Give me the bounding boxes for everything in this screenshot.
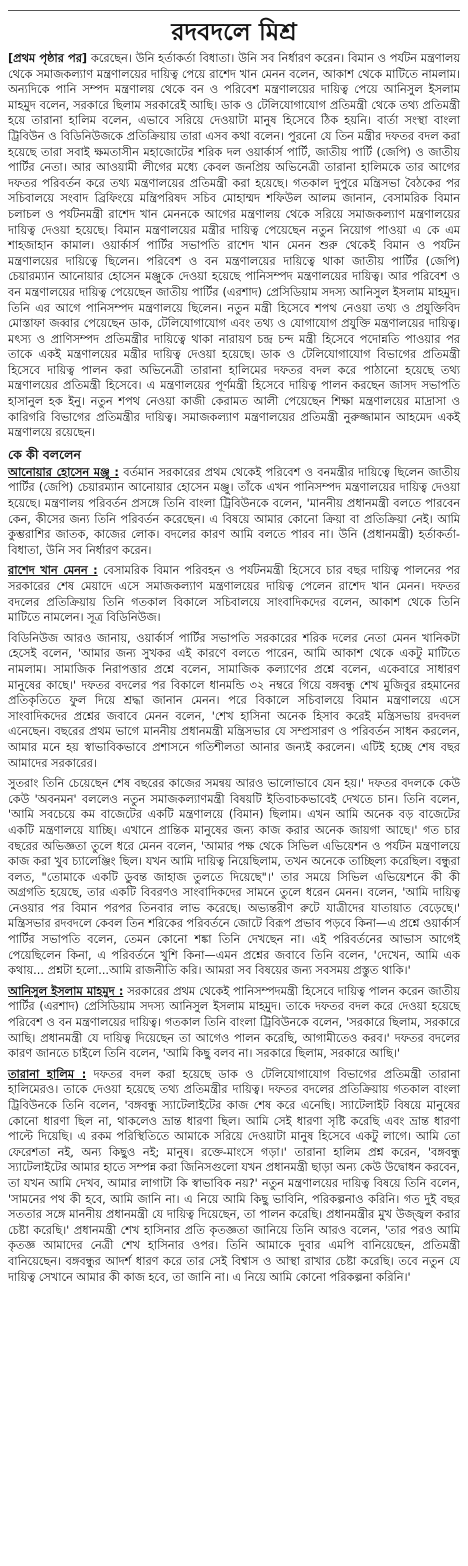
headline: রদবদলে মিশ্র <box>171 17 297 46</box>
speaker-name: তারানা হালিম : <box>8 1067 87 1081</box>
speaker-name: আনিসুল ইসলাম মাহমুদ : <box>8 984 124 998</box>
top-rule <box>8 10 460 11</box>
statement-tarana <box>8 1067 460 1285</box>
statement-text: সরকারের প্রথম থেকেই পানিসম্পদমন্ত্রী হিসেবে দায়িত্ব পালন করেন জাতীয় পার্টির (এরশাদ) প্রেসিডিয়াম সদস্য আনিসুল ইসলাম মাহমুদ। তাকে দফতর বদল করে দেওয়া হয়েছে পরিবেশ ও বন মন্ত্রণালয়ের দায়িত্ব। গতকাল তিনি বাংলা ট্রিবিউনকে বলেন, 'সরকারে ছিলাম, সরকারে আছি। প্রধানমন্ত্রী যে দায়িত্ব দিয়েছেন তা আগেও পালন করেছি, আগামীতেও করব।' দফতর বদলের কারণ জানতে চাইলে তিনি বলেন, 'আমি কিছু বলব না। সরকারে ছিলাম, সরকারে আছি।' <box>8 984 460 1061</box>
statement-text: বেসামরিক বিমান পরিবহন ও পর্যটনমন্ত্রী হিসেবে চার বছর দায়িত্ব পালনের পর সরকারের শেষ মেয়াদে এসে সমাজকল্যাণ মন্ত্রণালয়ের দায়িত্ব পেলেন রাশেদ খান মেনন। দফতর বদলের প্রতিক্রিয়ায় তিনি গতকাল বিকালে সচিবালয়ে সাংবাদিকদের বলেন, আকাশ থেকে তিনি মাটিতে নামলেন। সূত্র বিডিনিউজ। <box>8 564 461 625</box>
statement-text: বর্তমান সরকারের প্রথম থেকেই পরিবেশ ও বনমন্ত্রীর দায়িত্বে ছিলেন জাতীয় পার্টির (জেপি) চেয়ারম্যান আনোয়ার হোসেন মঞ্জু। তাঁকে এখন পানিসম্পদ মন্ত্রণালয়ের দায়িত্ব দেওয়া হয়েছে। মন্ত্রণালয় পরিবর্তন প্রসঙ্গে তিনি বাংলা ট্রিবিউনকে বলেন, 'মাননীয় প্রধানমন্ত্রী বলতে পারবেন কেন, কীসের জন্য তিনি পরিবর্তন করেছেন। এ বিষয়ে আমার কোনো ক্রিয়া বা প্রতিক্রিয়া নেই। আমি কুম্ভরাশির জাতক, কাজের লোক। বদলের কারণ আমি বলতে পারব না। উনি (প্রধানমন্ত্রী) হর্তাকর্তা-বিধাতা, উনি সব নির্ধারণ করেন। <box>8 465 460 557</box>
statement-menon <box>8 563 460 625</box>
intro-paragraph <box>8 51 460 441</box>
continuation-tag: [প্রথম পৃষ্ঠার পর] <box>8 52 88 65</box>
speaker-name: আনোয়ার হোসেন মঞ্জু : <box>8 465 119 479</box>
statement-menon-continued: সুতরাং তিনি চেয়েছেন শেষ বছরের কাজের সমন্বয় আরও ভালোভাবে যেন হয়।' দফতর বদলকে কেউ কেউ 'অবনমন' বললেও নতুন সমাজকল্যাণমন্ত্রী বিষয়টি ইতিবাচকভাবেই দেখতে চান। তিনি বলেন, 'আমি সবচেয়ে কম বাজেটের একটি মন্ত্রণালয়ে (বিমান) ছিলাম। এখন আমি অনেক বড় বাজেটের একটি মন্ত্রণালয়ে যাচ্ছি। এখানে প্রান্তিক মানুষের জন্য কাজ করার অনেক জায়গা আছে।' গত চার বছরের অভিজ্ঞতা তুলে ধরে মেনন বলেন, 'আমার পক্ষ থেকে সিভিল এভিয়েশন ও পর্যটন মন্ত্রণালয়ে কাজ করা খুব চ্যালেঞ্জিং ছিল। যখন আমি দায়িত্ব নিয়েছিলাম, তখন অনেকে তাচ্ছিল্য করেছিল। বন্ধুরা বলত, "তোমাকে একটি ডুবন্ত জাহাজ তুলতে দিয়েছে"।' তার সময়ে সিভিল এভিয়েশনে কী কী অগ্রগতি হয়েছে, তার একটি বিবরণও সাংবাদিকদের সামনে তুলে ধরেন মেনন। বলেন, 'আমি দায়িত্ব নেওয়ার পর বিমান পরপর তিনবার লাভ করেছে। অভ্যন্তরীণ রুটে যাত্রীদের যাতায়াত বেড়েছে।' মন্ত্রিসভার রদবদলে কেবল তিন শরিকের পরিবর্তনে জোটে বিরূপ প্রভাব পড়বে কিনা—এ প্রশ্নে ওয়ার্কার্স পার্টির সভাপতি বলেন, তেমন কোনো শঙ্কা তিনি দেখছেন না। এই পরিবর্তনের আভাস আগেই পেয়েছিলেন কিনা, এ পরিবর্তনে খুশি কিনা—এমন প্রশ্নের জবাবে তিনি বলেন, 'দেখেন, আমি এক কথায়... প্রশ্নটা হলো...আমি রাজনীতি করি। আমরা সব বিষয়ের জন্য সবসময় প্রস্তুত থাকি।' <box>8 777 460 978</box>
statement-text: দফতর বদল করা হয়েছে ডাক ও টেলিযোগাযোগ বিভাগের প্রতিমন্ত্রী তারানা হালিমেরও। তাকে দেওয়া হয়েছে তথ্য প্রতিমন্ত্রীর দায়িত্ব। দফতর বদলের প্রতিক্রিয়ায় গতকাল বাংলা ট্রিবিউনকে তিনি বলেন, 'বঙ্গবন্ধু স্যাটেলাইটের কাজ শেষ করে এনেছি। স্যাটেলাইট বিষয়ে মানুষের কোনো ধারণা ছিল না, থাকলেও ভ্রান্ত ধারণা ছিল। আমি সেই ধারণা সৃষ্টি করেছি এবং ভ্রান্ত ধারণা পাল্টে দিয়েছি। এ রকম পরিস্থিতিতে আমাকে সরিয়ে দেওয়াটা মানুষ হিসেবে একটু লাগে। আমি তো ফেরেশতা নই, অন্য কিছুও নই; মানুষ। রক্তে-মাংসে গড়া।' তারানা হালিম প্রশ্ন করেন, 'বঙ্গবন্ধু স্যাটেলাইটের আমার হাতে সম্পন্ন করা জিনিসগুলো যখন প্রধানমন্ত্রী ছাড়া অন্য কেউ উদ্বোধন করবেন, তা যখন আমি দেখব, আমার লাগাটা কি স্বাভাবিক নয়?' নতুন মন্ত্রণালয়ের দায়িত্ব বিষয়ে তিনি বলেন, 'সামনের পথ কী হবে, আমি জানি না। এ নিয়ে আমি কিছু ভাবিনি, পরিকল্পনাও করিনি। গত দুই বছর সততার সঙ্গে মাননীয় প্রধানমন্ত্রী যে দায়িত্ব দিয়েছেন, তা পালন করেছি। প্রধানমন্ত্রীর মুখ উজ্জ্বল করার চেষ্টা করেছি।' প্রধানমন্ত্রী শেখ হাসিনার প্রতি কৃতজ্ঞতা জানিয়ে তিনি আরও বলেন, 'তার পরও আমি কৃতজ্ঞ আমাদের নেত্রী শেখ হাসিনার ওপর। তিনি আমাকে দুবার এমপি বানিয়েছেন, প্রতিমন্ত্রী বানিয়েছেন। বঙ্গবন্ধুর আদর্শ ধারণ করে তার সেই বিশ্বাস ও আস্থা রাখার চেষ্টা করেছি। তবে নতুন যে দায়িত্ব সেখানে আমার কী কাজ হবে, তা জানি না। এ নিয়ে আমি কোনো পরিকল্পনা করিনি।' <box>8 1067 460 1284</box>
speaker-name: রাশেদ খান মেনন : <box>8 564 98 578</box>
section-heading: কে কী বললেন <box>8 446 81 462</box>
statement-anisul <box>8 984 460 1062</box>
statement-monju <box>8 465 460 559</box>
intro-body: করেছেন। উনি হর্তাকর্তা বিধাতা। উনি সব নির্ধারণ করেন। বিমান ও পর্যটন মন্ত্রণালয় থেকে সমাজকল্যাণ মন্ত্রণালয়ের দায়িত্ব পেয়ে রাশেদ খান মেনন বলেন, আকাশ থেকে মাটিতে নামলাম। অন্যদিকে পানি সম্পদ মন্ত্রণালয় থেকে বন ও পরিবেশ মন্ত্রণালয়ের দায়িত্ব পেয়ে আনিসুল ইসলাম মাহমুদ বলেন, সরকারে ছিলাম সরকারেই আছি। ডাক ও টেলিযোগাযোগ প্রতিমন্ত্রী থেকে তথ্য প্রতিমন্ত্রী হয়ে তারানা হালিম বলেন, এভাবে সরিয়ে দেওয়াটা মানুষ হিসেবে ঠিক হয়নি। বার্তা সংস্থা বাংলা ট্রিবিউন ও বিডিনিউজকে প্রতিক্রিয়ায় তারা এসব কথা বলেন। পুরনো যে তিন মন্ত্রীর দফতর বদল করা হয়েছে তারা সবাই ক্ষমতাসীন মহাজোটের শরিক দল ওয়ার্কার্স পার্টি, জাতীয় পার্টি (জেপি) ও জাতীয় পার্টির নেতা। আর আওয়ামী লীগের মধ্যে কেবল জনপ্রিয় অভিনেত্রী তারানা হালিমকে তার আগের দফতর পরিবর্তন করে তথ্য মন্ত্রণালয়ের প্রতিমন্ত্রী করা হয়েছে। গতকাল দুপুরে মন্ত্রিসভা বৈঠকের পর সচিবালয়ে সংবাদ ব্রিফিংয়ে মন্ত্রিপরিষদ সচিব মোহাম্মদ শফিউল আলম জানান, বেসামরিক বিমান চলাচল ও পর্যটনমন্ত্রী রাশেদ খান মেননকে আগের মন্ত্রণালয় থেকে সরিয়ে সমাজকল্যাণ মন্ত্রণালয়ের দায়িত্ব দেওয়া হয়েছে। বিমান মন্ত্রণালয়ের মন্ত্রীর দায়িত্ব পেয়েছেন নতুন নিয়োগ পাওয়া এ কে এম শাহজাহান কামাল। ওয়ার্কার্স পার্টির সভাপতি রাশেদ খান মেনন শুরু থেকেই বিমান ও পর্যটন মন্ত্রণালয়ের দায়িত্বে ছিলেন। পরিবেশ ও বন মন্ত্রণালয়ের দায়িত্বে থাকা জাতীয় পার্টির (জেপি) চেয়ারম্যান আনোয়ার হোসেন মঞ্জুকে দেওয়া হয়েছে পানিসম্পদ মন্ত্রণালয়ের দায়িত্ব। আর পরিবেশ ও বন মন্ত্রণালয়ের দায়িত্ব পেয়েছেন জাতীয় পার্টির (এরশাদ) প্রেসিডিয়াম সদস্য আনিসুল ইসলাম মাহমুদ। তিনি এর আগে পানিসম্পদ মন্ত্রণালয়ে ছিলেন। নতুন মন্ত্রী হিসেবে শপথ নেওয়া তথ্য ও প্রযুক্তিবিদ মোস্তাফা জব্বার পেয়েছেন ডাক, টেলিযোগাযোগ এবং তথ্য ও যোগাযোগ প্রযুক্তি মন্ত্রণালয়ের দায়িত্ব। মৎস্য ও প্রাণিসম্পদ প্রতিমন্ত্রীর দায়িত্বে থাকা নারায়ণ চন্দ্র চন্দ মন্ত্রী হিসেবে পদোন্নতি পাওয়ার পর তাকে একই মন্ত্রণালয়ের মন্ত্রীর দায়িত্ব দেওয়া হয়েছে। ডাক ও টেলিযোগাযোগ বিভাগের প্রতিমন্ত্রী হিসেবে দায়িত্ব পালন করা অভিনেত্রী তারানা হালিমের দফতর বদল করে পাঠানো হয়েছে তথ্য মন্ত্রণালয়ের প্রতিমন্ত্রী হিসেবে। এ মন্ত্রণালয়ের পূর্ণমন্ত্রী হিসেবে দায়িত্ব পালন করছেন জাসদ সভাপতি হাসানুল হক ইনু। নতুন শপথ নেওয়া কাজী কেরামত আলী পেয়েছেন শিক্ষা মন্ত্রণালয়ের মাদ্রাসা ও কারিগরি বিভাগের প্রতিমন্ত্রীর দায়িত্ব। সমাজকল্যাণ মন্ত্রণালয়ের প্রতিমন্ত্রী নুরুজ্জামান আহমেদ একই মন্ত্রণালয়ে রয়েছেন। <box>8 52 460 440</box>
statement-menon-continued: বিডিনিউজ আরও জানায়, ওয়ার্কার্স পার্টির সভাপতি সরকারের শরিক দলের নেতা মেনন খানিকটা হেসেই বলেন, 'আমার জন্য সুখকর এই কারণে বলতে পারেন, আমি আকাশ থেকে একটু মাটিতে নামলাম। সামাজিক নিরাপত্তার প্রশ্নে বলেন, সামাজিক কল্যাণের প্রশ্নে বলেন, একেবারে সাধারণ মানুষের কাছে।' দফতর বদলের পর বিকালে ধানমন্ডি ৩২ নম্বরে গিয়ে বঙ্গবন্ধু শেখ মুজিবুর রহমানের প্রতিকৃতিতে ফুল দিয়ে শ্রদ্ধা জানান মেনন। পরে বিকালে সচিবালয়ে বিমান মন্ত্রণালয়ে এসে সাংবাদিকদের প্রশ্নের জবাবে মেনন বলেন, 'শেখ হাসিনা অনেক হিসাব করেই মন্ত্রিসভায় রদবদল এনেছেন। বছরের প্রথম ভাগে মাননীয় প্রধানমন্ত্রী মন্ত্রিসভার যে সম্প্রসারণ ও পরিবর্তন সাধন করলেন, আমার মনে হয় স্বাভাবিকভাবে প্রশাসনে গতিশীলতা আনার জন্যই করলেন। এটিই হচ্ছে শেষ বছর আমাদের সরকারের। <box>8 631 460 770</box>
